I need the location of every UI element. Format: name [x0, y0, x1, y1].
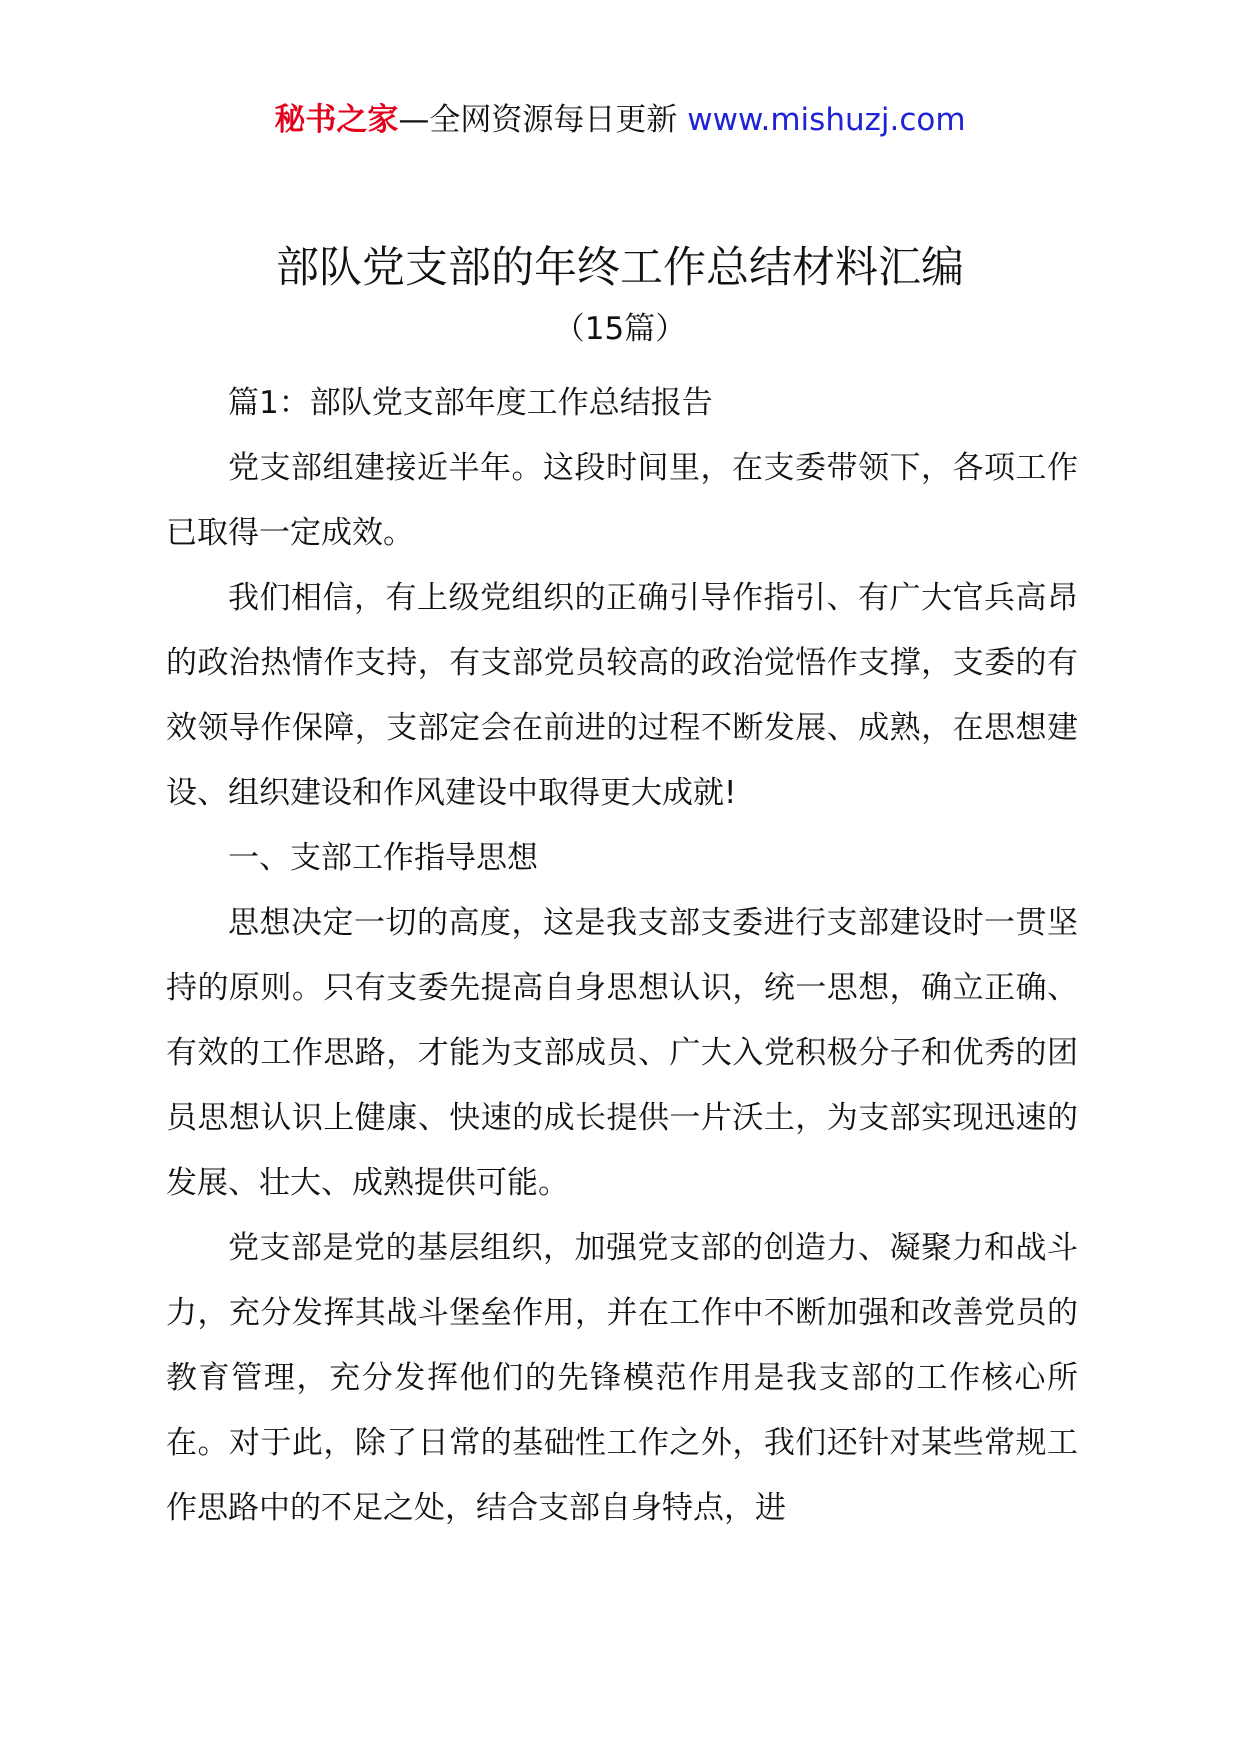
- document-subtitle: （15篇）: [553, 311, 687, 347]
- brand-name: 秘书之家: [274, 102, 399, 138]
- section-heading-article-1: 篇1：部队党支部年度工作总结报告: [228, 385, 713, 421]
- site-url-link[interactable]: www.mishuzj.com: [687, 102, 966, 138]
- body-paragraph: 党支部组建接近半年。这段时间里，在支委带领下，各项工作已取得一定成效。: [166, 450, 1078, 551]
- document-title: 部队党支部的年终工作总结材料汇编: [276, 243, 964, 293]
- body-paragraph: 党支部是党的基层组织，加强党支部的创造力、凝聚力和战斗力，充分发挥其战斗堡垒作用，并在工作中不断加强和改善党员的教育管理，充分发挥他们的先锋模范作用是我支部的工作核心所在。对于此，除了日常的基础性工作之外，我们还针对某些常规工作思路中的不足之处，结合支部自身特点，进: [166, 1230, 1078, 1526]
- body-paragraph: 我们相信，有上级党组织的正确引导作指引、有广大官兵高昂的政治热情作支持，有支部党员较高的政治觉悟作支撑，支委的有效领导作保障，支部定会在前进的过程不断发展、成熟，在思想建设、组织建设和作风建设中取得更大成就!: [166, 580, 1078, 811]
- site-slogan: —全网资源每日更新: [398, 102, 678, 138]
- section-heading-guiding-ideology: 一、支部工作指导思想: [228, 840, 538, 876]
- body-paragraph: 思想决定一切的高度，这是我支部支委进行支部建设时一贯坚持的原则。只有支委先提高自身思想认识，统一思想，确立正确、有效的工作思路，才能为支部成员、广大入党积极分子和优秀的团员思想认识上健康、快速的成长提供一片沃土，为支部实现迅速的发展、壮大、成熟提供可能。: [166, 905, 1078, 1201]
- document-body: [166, 371, 1078, 1541]
- site-header: [0, 98, 1240, 142]
